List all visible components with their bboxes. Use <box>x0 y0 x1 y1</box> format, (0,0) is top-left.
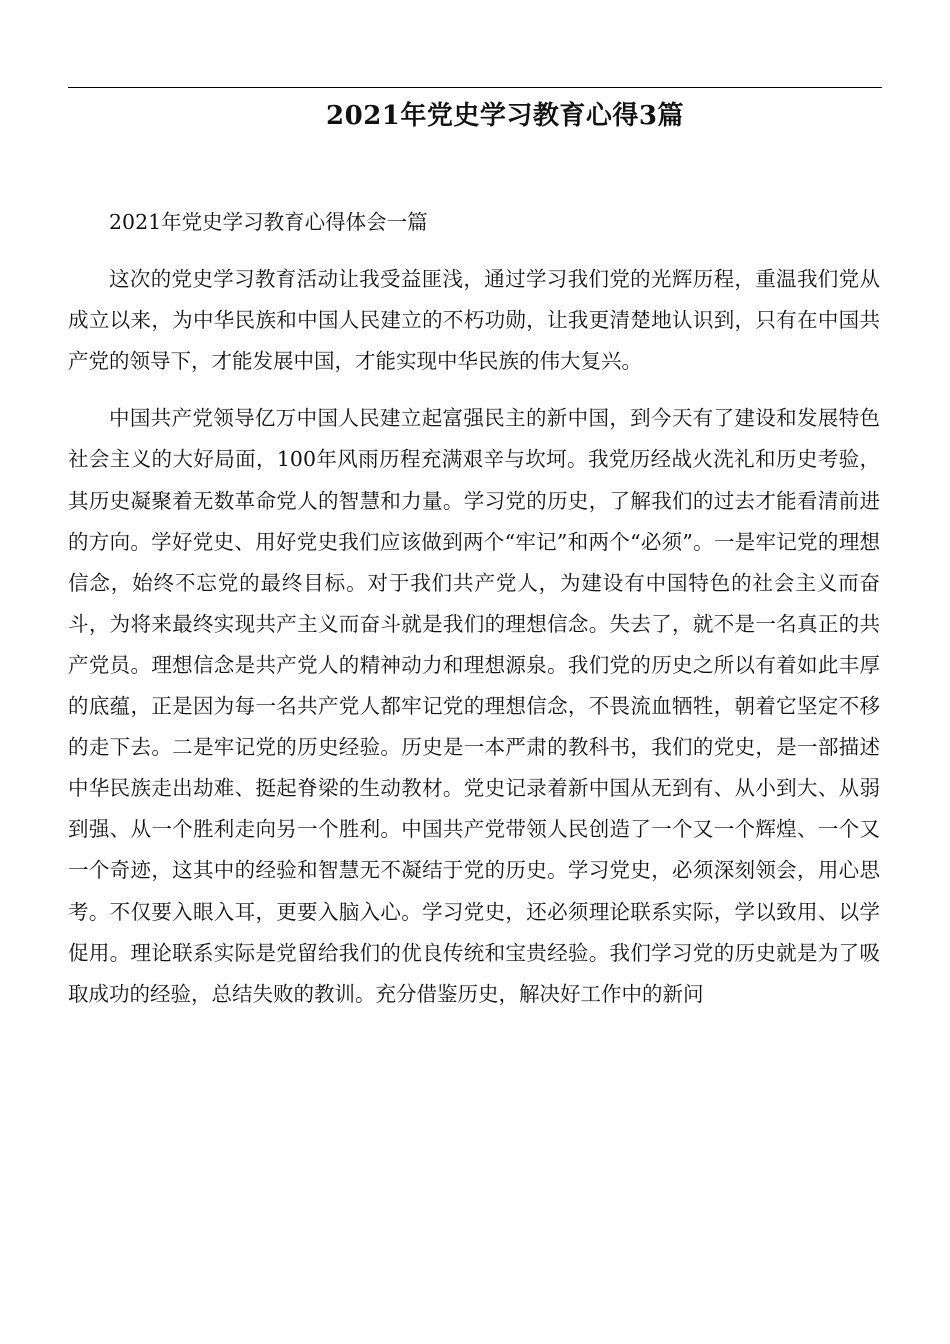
section-heading: 2021年党史学习教育心得体会一篇 <box>109 210 428 234</box>
paragraph-1: 这次的党史学习教育活动让我受益匪浅，通过学习我们党的光辉历程，重温我们党从成立以来，为中华民族和中国人民建立的不朽功勋，让我更清楚地认识到，只有在中国共产党的领导下，才能发展中国，才能实现中华民族的伟大复兴。 <box>68 267 880 374</box>
header-rule <box>68 87 882 88</box>
document-title: 2021年党史学习教育心得3篇 <box>326 101 684 131</box>
paragraph-2: 中国共产党领导亿万中国人民建立起富强民主的新中国，到今天有了建设和发展特色社会主义的大好局面，100年风雨历程充满艰辛与坎坷。我党历经战火洗礼和历史考验，其历史凝聚着无数革命党人的智慧和力量。学习党的历史，了解我们的过去才能看清前进的方向。学好党史、用好党史我们应该做到两个“牢记”和两个“必须”。一是牢记党的理想信念，始终不忘党的最终目标。对于我们共产党人，为建设有中国特色的社会主义而奋斗，为将来最终实现共产主义而奋斗就是我们的理想信念。失去了，就不是一名真正的共产党员。理想信念是共产党人的精神动力和理想源泉。我们党的历史之所以有着如此丰厚的底蕴，正是因为每一名共产党人都牢记党的理想信念，不畏流血牺牲，朝着它坚定不移的走下去。二是牢记党的历史经验。历史是一本严肃的教科书，我们的党史，是一部描述中华民族走出劫难、挺起脊梁的生动教材。党史记录着新中国从无到有、从小到大、从弱到强、从一个胜利走向另一个胜利。中国共产党带领人民创造了一个又一个辉煌、一个又一个奇迹，这其中的经验和智慧无不凝结于党的历史。学习党史，必须深刻领会，用心思考。不仅要入眼入耳，更要入脑入心。学习党史，还必须理论联系实际，学以致用、以学促用。理论联系实际是党留给我们的优良传统和宝贵经验。我们学习党的历史就是为了吸取成功的经验，总结失败的教训。充分借鉴历史，解决好工作中的新问 <box>68 406 880 1006</box>
document-body <box>68 202 880 1015</box>
